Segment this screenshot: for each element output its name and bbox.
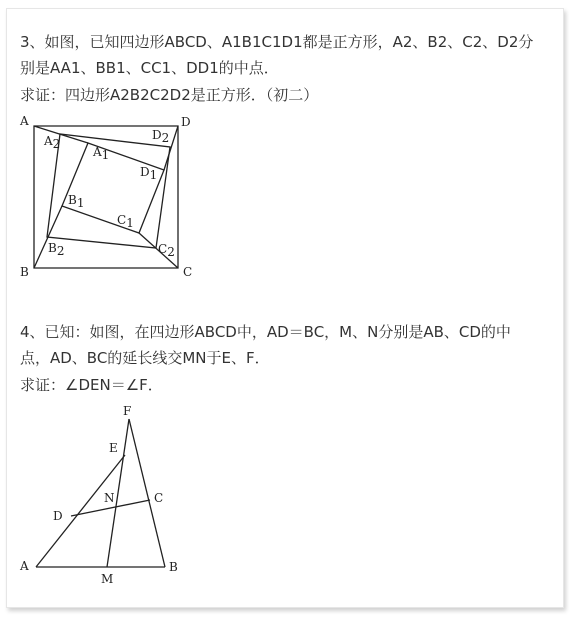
label-a1: A1 <box>93 145 110 162</box>
problem3-statement-line2: 别是AA1、BB1、CC1、DD1的中点． <box>20 59 279 77</box>
label-d: D <box>53 509 63 523</box>
label-d1: D1 <box>140 165 158 182</box>
label-b: B <box>20 265 29 279</box>
label-f: F <box>123 404 132 418</box>
segment-a-e <box>36 455 125 567</box>
problem3-prove-line: 求证：四边形A2B2C2D2是正方形．（初二） <box>20 86 319 104</box>
label-b2: B2 <box>48 241 65 258</box>
label-a: A <box>20 114 29 128</box>
label-b1: B1 <box>68 193 85 210</box>
label-c: C <box>183 265 193 279</box>
label-a2: A2 <box>44 134 61 151</box>
label-m: M <box>101 572 114 586</box>
label-a: A <box>20 559 29 573</box>
label-d: D <box>181 115 191 129</box>
label-c: C <box>154 491 164 505</box>
label-c2: C2 <box>158 242 175 259</box>
label-c1: C1 <box>117 213 134 230</box>
problem4-statement-line2: 点，AD、BC的延长线交MN于E、F． <box>20 349 270 367</box>
label-n: N <box>104 491 115 505</box>
label-e: E <box>109 441 118 455</box>
problem3-statement-line1: 3、如图，已知四边形ABCD、A1B1C1D1都是正方形，A2、B2、C2、D2分 <box>20 33 534 51</box>
label-d2: D2 <box>152 128 170 145</box>
problem4-prove-line: 求证：∠DEN＝∠F． <box>20 376 163 394</box>
problem4-statement-line1: 4、已知：如图，在四边形ABCD中，AD＝BC，M、N分别是AB、CD的中 <box>20 323 511 341</box>
label-b: B <box>169 560 178 574</box>
